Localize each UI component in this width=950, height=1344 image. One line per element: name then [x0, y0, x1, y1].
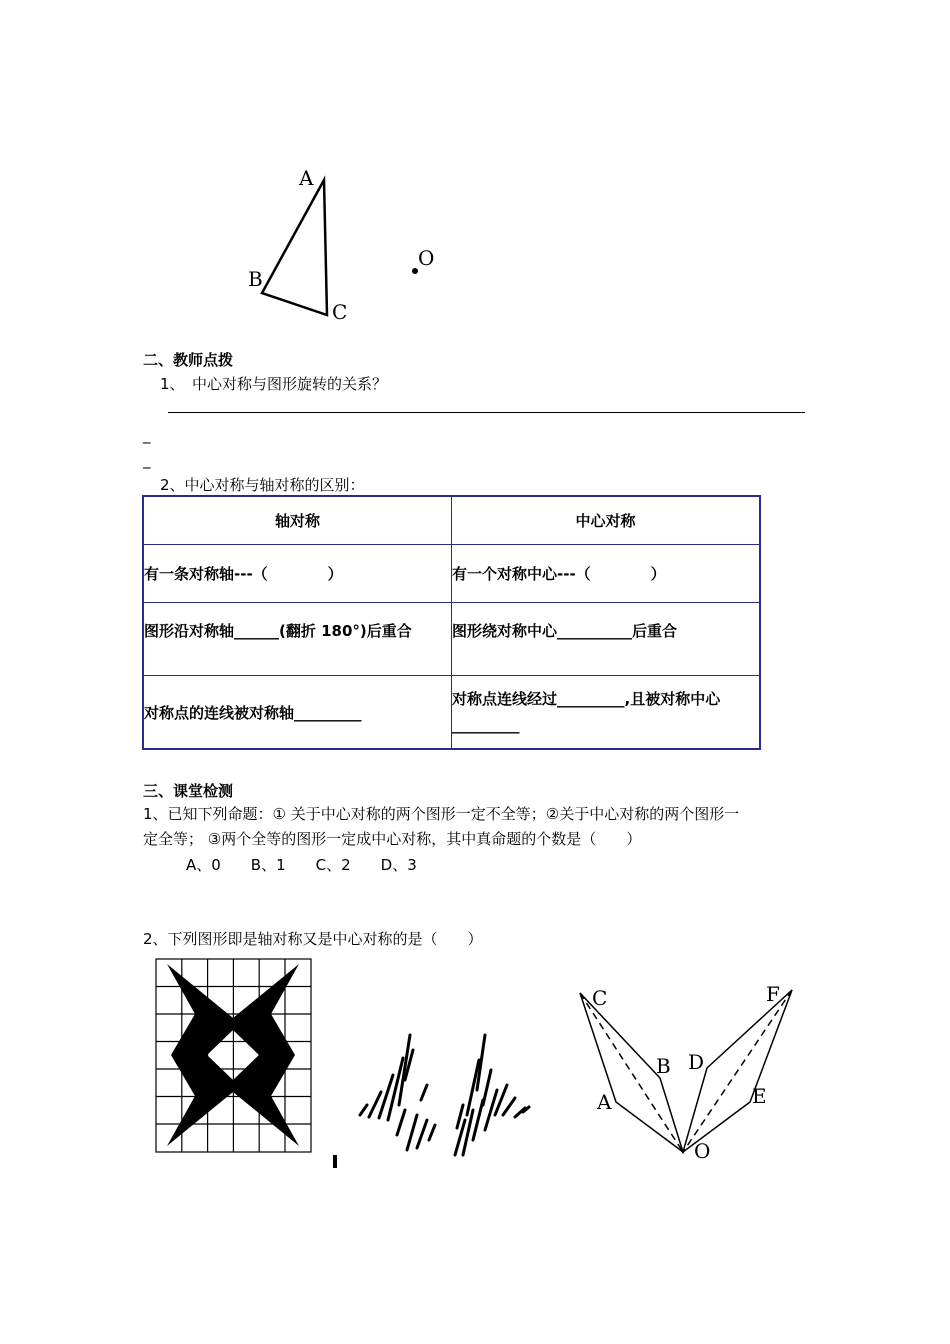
- table-cell: 有一个对称中心---（ ）: [452, 545, 761, 603]
- section-heading-teacher: 二、教师点拨: [143, 351, 234, 369]
- text-cursor-mark: [333, 1155, 337, 1168]
- table-cell: 图形沿对称轴______(翻折 180°)后重合: [143, 603, 452, 676]
- question-rotation: 1、 中心对称与图形旋转的关系？: [160, 375, 388, 393]
- question-difference: 2、中心对称与轴对称的区别：: [160, 476, 365, 494]
- table-cell: 有一条对称轴---（ ）: [143, 545, 452, 603]
- label-o: O: [694, 1139, 711, 1163]
- label-a: A: [299, 166, 314, 190]
- table-header-center: 中心对称: [452, 496, 761, 545]
- table-cell: 对称点连线经过_________,且被对称中心_________: [452, 676, 761, 750]
- question-1-options: A、0 B、1 C、2 D、3: [186, 856, 417, 874]
- table-header-axis: 轴对称: [143, 496, 452, 545]
- answer-dash-1: _: [143, 426, 151, 444]
- label-o: O: [418, 246, 435, 270]
- grid-figure: [155, 958, 313, 1154]
- label-f: F: [766, 982, 780, 1006]
- label-d: D: [688, 1050, 705, 1074]
- label-c: C: [332, 300, 348, 324]
- triangle-abc: [262, 180, 327, 315]
- label-c: C: [592, 986, 608, 1010]
- question-1-line-2: 定全等； ③两个全等的图形一定成中心对称，其中真命题的个数是（ ）: [143, 830, 642, 848]
- question-2: 2、下列图形即是轴对称又是中心对称的是（ ）: [143, 930, 483, 948]
- table-cell: 对称点的连线被对称轴_________: [143, 676, 452, 750]
- label-e: E: [752, 1084, 767, 1108]
- comparison-table: [142, 495, 761, 750]
- label-b: B: [656, 1054, 671, 1078]
- answer-dash-2: _: [143, 451, 151, 469]
- answer-line: [168, 412, 805, 413]
- table-cell: 图形绕对称中心__________后重合: [452, 603, 761, 676]
- section-heading-test: 三、课堂检测: [143, 782, 234, 800]
- label-b: B: [248, 267, 263, 291]
- question-1-line-1: 1、已知下列命题：① 关于中心对称的两个图形一定不全等；②关于中心对称的两个图形一: [143, 805, 740, 823]
- hatched-figure: [355, 1020, 535, 1160]
- label-a: A: [597, 1090, 612, 1114]
